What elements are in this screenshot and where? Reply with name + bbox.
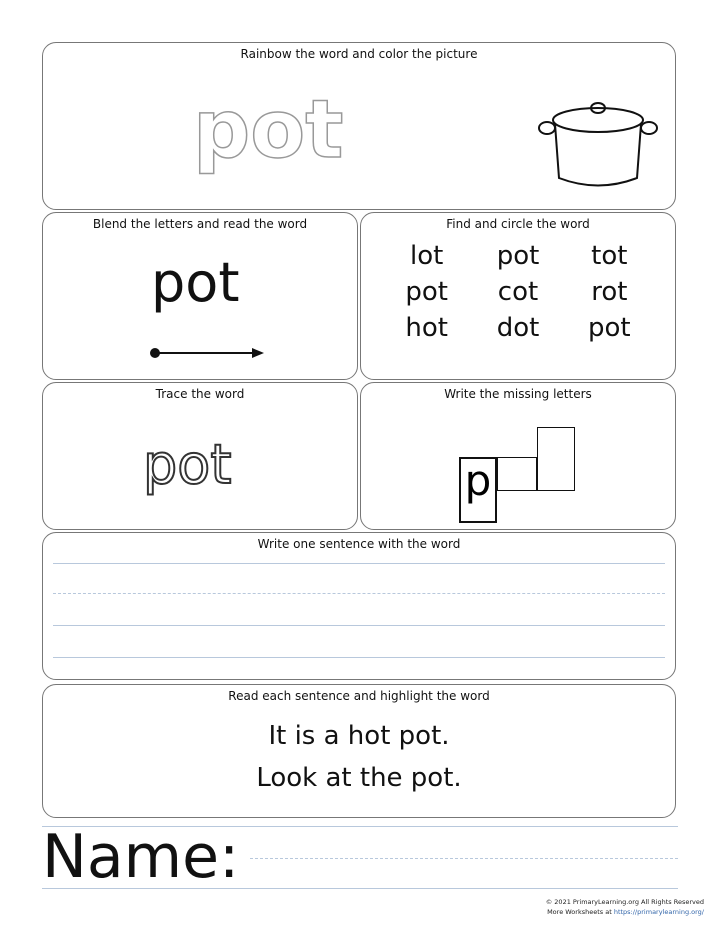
word-option[interactable]: pot <box>496 241 540 271</box>
write-sentence-section <box>42 532 676 680</box>
trace-section <box>42 382 358 530</box>
rainbow-word: pot <box>193 83 344 176</box>
read-section <box>42 684 676 818</box>
sentence[interactable]: It is a hot pot. <box>268 721 450 751</box>
section-title: Trace the word <box>155 387 245 401</box>
section-title: Rainbow the word and color the picture <box>240 47 478 61</box>
word-option[interactable]: pot <box>405 277 448 307</box>
word-option[interactable]: pot <box>588 313 631 343</box>
pot-icon <box>533 88 663 198</box>
sentence[interactable]: Look at the pot. <box>256 763 462 793</box>
missing-letters-section <box>360 382 676 530</box>
section-title: Read each sentence and highlight the word <box>228 689 490 703</box>
section-title: Write one sentence with the word <box>257 537 461 551</box>
section-title: Find and circle the word <box>446 217 590 231</box>
copyright: © 2021 PrimaryLearning.org All Rights Reserved <box>545 898 704 906</box>
letter-box-given: p <box>459 457 497 523</box>
word-option[interactable]: tot <box>591 241 628 271</box>
more-worksheets: More Worksheets at https://primarylearning.org/ <box>547 908 704 916</box>
word-option[interactable]: rot <box>591 277 628 307</box>
word-option[interactable]: hot <box>405 313 448 343</box>
rainbow-section <box>42 42 676 210</box>
letter-box-blank[interactable] <box>497 457 537 491</box>
word-option[interactable]: dot <box>496 313 540 343</box>
name-line[interactable] <box>42 826 678 827</box>
word-option[interactable]: lot <box>410 241 444 271</box>
name-label: Name: <box>42 822 240 892</box>
section-title: Blend the letters and read the word <box>92 217 308 231</box>
section-title: Write the missing letters <box>444 387 592 401</box>
letter-box-blank[interactable] <box>537 427 575 491</box>
blend-section <box>42 212 358 380</box>
find-section <box>360 212 676 380</box>
website-link[interactable]: https://primarylearning.org/ <box>613 908 704 916</box>
trace-word[interactable]: pot <box>143 433 232 496</box>
word-option[interactable]: cot <box>497 277 539 307</box>
blend-word: pot <box>151 251 240 314</box>
arrow-icon <box>148 345 268 361</box>
